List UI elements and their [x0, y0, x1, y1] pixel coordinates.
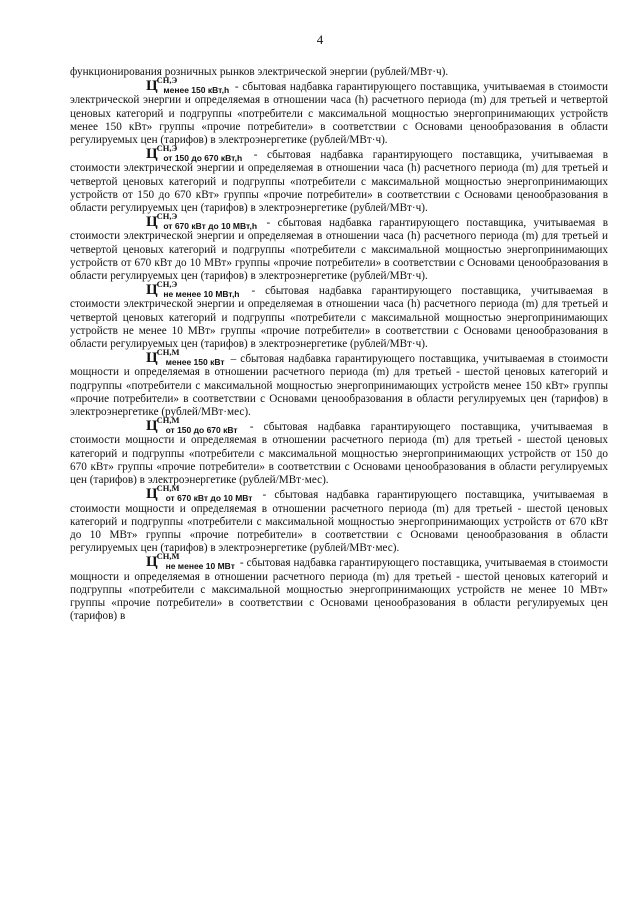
definition-text: - сбытовая надбавка гарантирующего поставщика, учитываемая в стоимости мощности и определяемая в отношении расчетного периода (m) для третьей - шестой ценовых категорий и подгруппы «потребители с максимальной мощностью энергопринимающих устройств от 150 до 670 кВт» группы «прочие потребители» в соответствии с Основами ценообразования в области регулируемых цен (тарифов) в электроэнергетике (рублей/МВт·мес).: [70, 421, 609, 487]
definition-paragraph: [70, 347, 609, 419]
definition-entry: [70, 347, 609, 419]
definition-entry: [70, 211, 608, 283]
definition-text: – сбытовая надбавка гарантирующего поставщика, учитываемая в стоимости мощности и определяемая в отношении расчетного периода (m) для третьей - шестой ценовых категорий и подгруппы «потребители с максимальной мощностью энергопринимающих устройств менее 150 кВт» группы «прочие потребители» в соответствии с Основами ценообразования в области регулируемых цен (тарифов) в электроэнергетике (рублей/МВт·мес).: [70, 353, 609, 419]
definition-text: - сбытовая надбавка гарантирующего поставщика, учитываемая в стоимости мощности и определяемая в отношении расчетного периода (m) для третьей - шестой ценовых категорий и подгруппы «потребители с максимальной мощностью энергопринимающих устройств не менее 10 МВт» группы «прочие потребители» в соответствии с Основами ценообразования в области регулируемых цен (тарифов) в: [70, 557, 608, 623]
definition-entry: [70, 143, 608, 215]
symbol-superscript: СН,М: [156, 347, 180, 358]
formula-symbol: [108, 415, 238, 436]
symbol-subscript: не менее 10 МВт,h: [163, 289, 240, 300]
lead-paragraph: функционирования розничных рынков электрической энергии (рублей/МВт·ч).: [70, 66, 449, 78]
definition-paragraph: [70, 415, 609, 487]
symbol-subscript: не менее 10 МВт: [165, 561, 235, 572]
symbol-subscript: менее 150 кВт: [165, 357, 225, 368]
symbol-superscript: СН,М: [156, 551, 180, 562]
formula-symbol: [108, 211, 258, 232]
symbol-base: Ц: [146, 486, 158, 503]
formula-symbol: [108, 483, 253, 504]
definition-entry: [70, 75, 608, 147]
formula-symbol: [108, 551, 235, 572]
definition-text: - сбытовая надбавка гарантирующего поставщика, учитываемая в стоимости электрической энергии и определяемая в отношении часа (h) расчетного периода (m) для третьей и четвертой ценовых категорий и подгруппы «потребители с максимальной мощностью энергопринимающих устройств не менее 10 МВт» группы «прочие потребители» в соответствии с Основами ценообразования в области регулируемых цен (тарифов) в электроэнергетике (рублей/МВт·ч).: [70, 285, 608, 351]
symbol-base: Ц: [146, 350, 158, 367]
symbol-base: Ц: [146, 146, 158, 163]
symbol-subscript: от 670 кВт до 10 МВт: [165, 493, 253, 504]
symbol-superscript: СН,Э: [156, 279, 178, 290]
formula-symbol: [108, 347, 225, 368]
definition-text: - сбытовая надбавка гарантирующего поставщика, учитываемая в стоимости электрической энергии и определяемая в отношении часа (h) расчетного периода (m) для третьей и четвертой ценовых категорий и подгруппы «потребители с максимальной мощностью энергопринимающих устройств от 150 до 670 кВт» группы «прочие потребители» в соответствии с Основами ценообразования в области регулируемых цен (тарифов) в электроэнергетике (рублей/МВт·ч).: [70, 149, 608, 215]
formula-symbol: [108, 143, 243, 164]
symbol-superscript: СН,М: [156, 483, 180, 494]
definition-paragraph: [70, 279, 608, 351]
page-number: 4: [316, 32, 324, 47]
formula-symbol: [108, 75, 230, 96]
symbol-subscript: менее 150 кВт,h: [163, 85, 230, 96]
definition-paragraph: [70, 483, 608, 555]
symbol-subscript: от 670 кВт до 10 МВт,h: [163, 221, 258, 232]
definition-entry: [70, 551, 608, 623]
symbol-superscript: СН,Э: [156, 75, 178, 86]
symbol-superscript: СН,Э: [156, 211, 178, 222]
symbol-base: Ц: [146, 78, 158, 95]
definition-paragraph: [70, 551, 608, 623]
definition-entry: [70, 483, 608, 555]
definition-entry: [70, 415, 609, 487]
document-body: [70, 66, 608, 623]
symbol-base: Ц: [146, 282, 158, 299]
definition-paragraph: [70, 143, 608, 215]
symbol-superscript: СН,М: [156, 415, 180, 426]
symbol-base: Ц: [146, 214, 158, 231]
symbol-subscript: от 150 до 670 кВт: [165, 425, 238, 436]
symbol-base: Ц: [146, 418, 158, 435]
definition-text: - сбытовая надбавка гарантирующего поставщика, учитываемая в стоимости электрической энергии и определяемая в отношении часа (h) расчетного периода (m) для третьей и четвертой ценовых категорий и подгруппы «потребители с максимальной мощностью энергопринимающих устройств менее 150 кВт» группы «прочие потребители» в соответствии с Основами ценообразования в области регулируемых цен (тарифов) в электроэнергетике (рублей/МВт·ч).: [70, 81, 608, 147]
definition-text: - сбытовая надбавка гарантирующего поставщика, учитываемая в стоимости мощности и определяемая в отношении расчетного периода (m) для третьей - шестой ценовых категорий и подгруппы «потребители с максимальной мощностью энергопринимающих устройств от 670 кВт до 10 МВт» группы «прочие потребители» в соответствии с Основами ценообразования в области регулируемых цен (тарифов) в электроэнергетике (рублей/МВт·мес).: [70, 489, 608, 555]
formula-symbol: [108, 279, 240, 300]
symbol-subscript: от 150 до 670 кВт,h: [163, 153, 243, 164]
symbol-superscript: СН,Э: [156, 143, 178, 154]
symbol-base: Ц: [146, 554, 158, 571]
definition-text: - сбытовая надбавка гарантирующего поставщика, учитываемая в стоимости электрической энергии и определяемая в отношении часа (h) расчетного периода (m) для третьей и четвертой ценовых категорий и подгруппы «потребители с максимальной мощностью энергопринимающих устройств от 670 кВт до 10 МВт» группы «прочие потребители» в соответствии с Основами ценообразования в области регулируемых цен (тарифов) в электроэнергетике (рублей/МВт·ч).: [70, 217, 608, 283]
definition-entry: [70, 279, 608, 351]
definition-paragraph: [70, 75, 608, 147]
definition-paragraph: [70, 211, 608, 283]
